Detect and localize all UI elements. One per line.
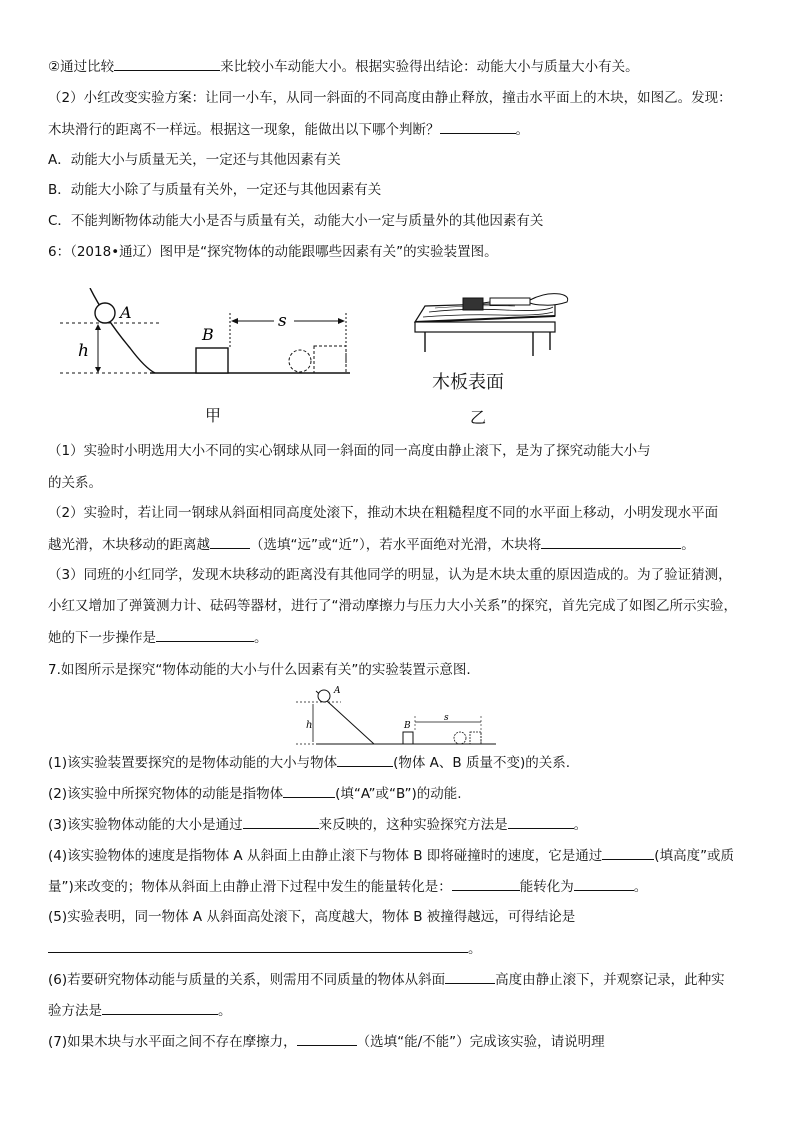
q7-text: 能转化为	[519, 879, 574, 895]
q7-s6-line1	[48, 969, 748, 990]
answer-blank[interactable]	[114, 56, 220, 71]
label-a: A	[334, 686, 341, 696]
ball-a	[95, 303, 115, 323]
q6-text: 她的下一步操作是	[48, 630, 156, 646]
answer-blank[interactable]	[337, 752, 393, 767]
q6-part1-line2	[48, 472, 748, 493]
figure-q7	[296, 684, 496, 746]
label-h: h	[78, 341, 89, 361]
q7-text: (3)该实验物体动能的大小是通过	[48, 817, 243, 833]
figure-yi	[405, 288, 585, 368]
q6-text: 。	[681, 537, 695, 553]
q7-s2	[48, 783, 748, 804]
q7-s4-line2	[48, 876, 748, 897]
option-b: B．动能大小除了与质量有关外，一定还与其他因素有关	[48, 182, 382, 198]
q6-part2-line1: （2）实验时，若让同一钢球从斜面相同高度处滚下，推动木块在粗糙程度不同的水平面上移动，小明发现水平面	[48, 505, 719, 521]
answer-blank[interactable]	[297, 1031, 357, 1046]
q7-text: 高度由静止滚下，并观察记录，此种实	[495, 972, 725, 988]
board-surface-label: 木板表面	[432, 372, 504, 393]
q7-text: (4)该实验物体的速度是指物体 A 从斜面上由静止滚下与物体 B 即将碰撞时的速度，它是通过	[48, 848, 603, 864]
q6-part3-line3	[48, 627, 748, 648]
q7-text: 。	[468, 941, 482, 957]
q6-part1-line1: （1）实验时小明选用大小不同的实心钢球从同一斜面的同一高度由静止滚下，是为了探究动能大小与	[48, 443, 651, 459]
q7-s4-line1	[48, 845, 748, 866]
q5-text: （2）小红改变实验方案：让同一小车，从同一斜面的不同高度由静止释放，撞击水平面上的木块，如图乙。发现：	[48, 90, 732, 106]
answer-blank[interactable]	[102, 1000, 218, 1015]
caption-jia: 甲	[205, 406, 222, 425]
answer-blank[interactable]	[243, 814, 319, 829]
q5-part2-line1	[48, 88, 748, 108]
q7-text: 来反映的，这种实验探究方法是	[318, 817, 508, 833]
q7-text: 。	[633, 879, 648, 895]
q7-text: (6)若要研究物体动能与质量的关系，则需用不同质量的物体从斜面	[48, 972, 446, 988]
q7-s6-line2	[48, 1000, 748, 1021]
q7-s5-line2	[48, 938, 748, 959]
q7-text: （选填“能/不能”）完成该实验，请说明理	[356, 1034, 605, 1050]
q7-text: (7)如果木块与水平面之间不存在摩擦力，	[48, 1034, 297, 1050]
label-s: s	[278, 311, 287, 331]
q7-text: (物体 A、B 质量不变)的关系.	[393, 755, 571, 771]
q7-title: 7.如图所示是探究“物体动能的大小与什么因素有关”的实验装置示意图.	[48, 662, 471, 678]
q5-text: 来比较小车动能大小。根据实验得出结论：动能大小与质量大小有关。	[220, 59, 639, 75]
answer-blank[interactable]	[541, 534, 681, 549]
q7-text: (填“A”或“B”)的动能.	[335, 786, 462, 802]
q7-text: (2)该实验中所探究物体的动能是指物体	[48, 786, 284, 802]
block-b	[196, 348, 228, 373]
label-b: B	[202, 325, 214, 344]
figure-jia	[60, 288, 360, 388]
q7-text: 。	[573, 817, 588, 833]
caption-yi: 乙	[470, 408, 487, 427]
answer-blank[interactable]	[574, 876, 634, 891]
q6-text: 越光滑，木块移动的距离越	[48, 537, 210, 553]
answer-blank[interactable]	[440, 119, 516, 134]
q7-text: 。	[218, 1003, 232, 1019]
answer-blank[interactable]	[452, 876, 520, 891]
q6-part3-line1: （3）同班的小红同学，发现木块移动的距离没有其他同学的明显，认为是木块太重的原因造成的。为了验证猜测，	[48, 567, 732, 583]
label-h: h	[306, 720, 313, 731]
q6-text: 。	[254, 630, 268, 646]
q7-text: 量”)来改变的；物体从斜面上由静止滑下过程中发生的能量转化是：	[48, 879, 452, 895]
answer-blank[interactable]	[445, 969, 495, 984]
q7-s1	[48, 752, 748, 773]
q7-s3	[48, 814, 748, 835]
q5-part2-line2	[48, 119, 748, 140]
answer-blank[interactable]	[156, 627, 254, 642]
label-a: A	[120, 303, 132, 322]
option-a: A．动能大小与质量无关，一定还与其他因素有关	[48, 152, 341, 168]
answer-blank[interactable]	[283, 783, 335, 798]
answer-blank[interactable]	[508, 814, 574, 829]
q6-text: 的关系。	[48, 475, 102, 491]
wood-block	[463, 298, 483, 310]
q6-part2-line2	[48, 534, 748, 555]
spring-scale	[490, 298, 530, 305]
q7-text: 验方法是	[48, 1003, 102, 1019]
q6-title: 6：（2018•通辽）图甲是“探究物体的动能跟哪些因素有关”的实验装置图。	[48, 244, 498, 260]
answer-blank[interactable]	[48, 938, 468, 953]
q7-text: (1)该实验装置要探究的是物体动能的大小与物体	[48, 755, 338, 771]
q7-text: (填高度”或质	[654, 848, 735, 864]
label-s: s	[444, 713, 449, 723]
q6-part3-line2: 小红又增加了弹簧测力计、砝码等器材，进行了“滑动摩擦力与压力大小关系”的探究，首先完成了如图乙所示实验，	[48, 598, 737, 614]
label-b: B	[404, 721, 411, 731]
q7-s7	[48, 1031, 748, 1052]
q6-text: （选填“远”或“近”），若水平面绝对光滑，木块将	[250, 537, 542, 553]
q5-text: 。	[515, 122, 529, 138]
q5-text: 木块滑行的距离不一样远。根据这一现象，能做出以下哪个判断？	[48, 122, 440, 138]
answer-blank[interactable]	[602, 845, 654, 860]
q5-text: ②通过比较	[48, 59, 115, 75]
q7-s5-line1: (5)实验表明，同一物体 A 从斜面高处滚下，高度越大，物体 B 被撞得越远，可得结论是	[48, 909, 576, 925]
q5-line1	[48, 56, 748, 77]
option-c: C．不能判断物体动能大小是否与质量有关，动能大小一定与质量外的其他因素有关	[48, 213, 544, 229]
answer-blank[interactable]	[210, 534, 250, 549]
